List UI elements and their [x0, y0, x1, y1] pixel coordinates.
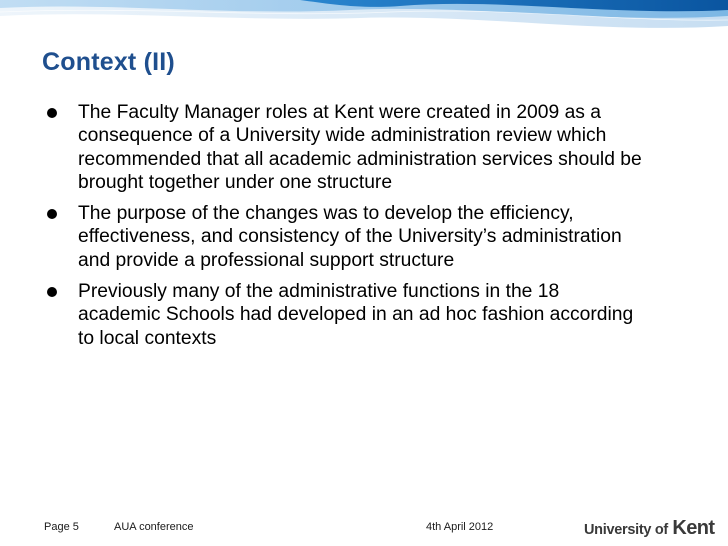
event-name: AUA conference	[114, 521, 194, 533]
bullet-dot-icon	[47, 209, 57, 219]
bullet-dot-icon	[47, 108, 57, 118]
bullet-item	[44, 202, 644, 272]
bullet-item	[44, 280, 644, 350]
logo-prefix: University of	[584, 522, 668, 538]
bullet-dot-icon	[47, 287, 57, 297]
bullet-text: Previously many of the administrative functions in the 18 academic Schools had developed in an ad hoc fashion according to local contexts	[78, 281, 634, 349]
bullet-item	[44, 101, 644, 194]
slide-title: Context (II)	[42, 48, 175, 76]
footer-date: 4th April 2012	[426, 521, 494, 533]
slide-footer	[0, 517, 728, 539]
bullet-text: The purpose of the changes was to develop the efficiency, effectiveness, and consistency of the University’s administration and provide a professional support structure	[78, 203, 622, 271]
university-logo	[584, 517, 714, 539]
page-number: Page 5	[44, 521, 79, 533]
bullet-text: The Faculty Manager roles at Kent were created in 2009 as a consequence of a University wide administration review which recommended that all academic administration services should be brought together under one structure	[78, 102, 642, 193]
header-wave-banner	[0, 0, 728, 50]
logo-name: Kent	[672, 517, 715, 539]
wave-graphic	[0, 0, 728, 50]
bullet-list	[44, 101, 644, 358]
